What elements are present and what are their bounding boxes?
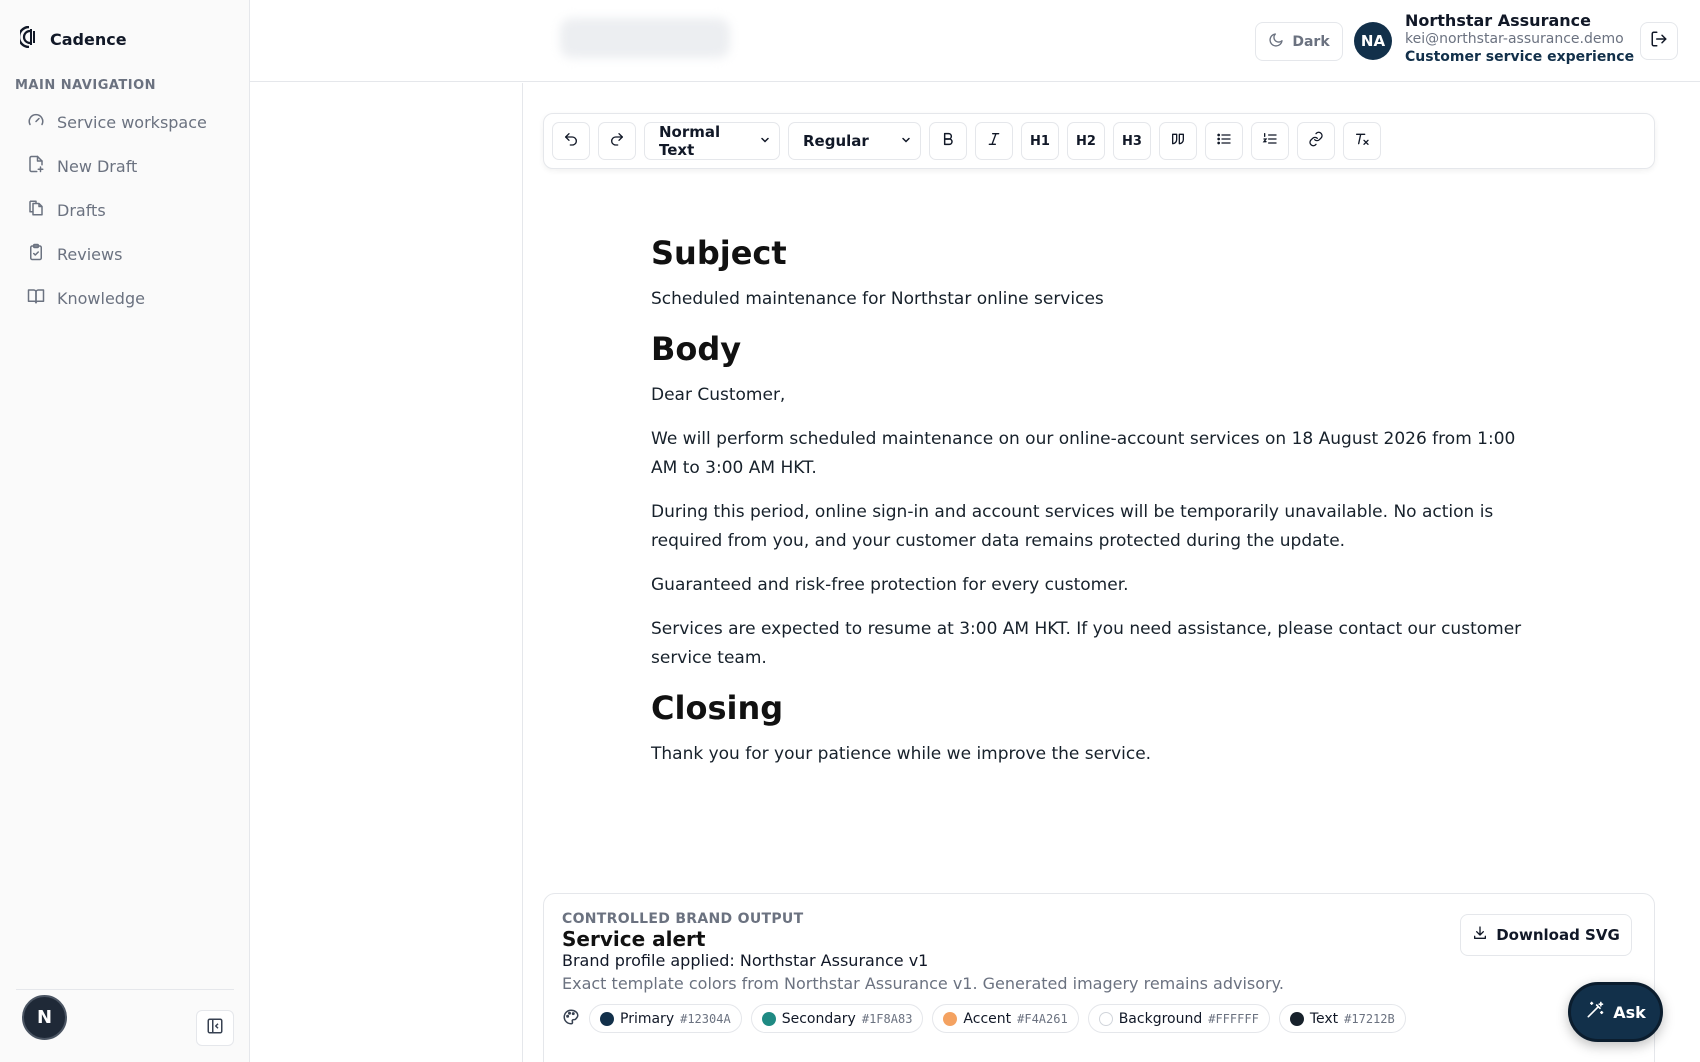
- color-swatch: [1099, 1012, 1113, 1026]
- color-hex: #FFFFFF: [1208, 1011, 1259, 1026]
- color-name: Secondary: [781, 1010, 856, 1027]
- color-hex: #12304A: [680, 1011, 731, 1026]
- bold-icon: [940, 131, 956, 151]
- nav-heading: MAIN NAVIGATION: [15, 78, 157, 93]
- brand-output-note: Exact template colors from Northstar Assurance v1. Generated imagery remains advisory.: [562, 974, 1284, 993]
- subject-heading: Subject: [651, 234, 787, 272]
- color-name: Primary: [620, 1010, 675, 1027]
- body-heading: Body: [651, 330, 742, 368]
- user-role: Customer service experience: [1405, 49, 1635, 65]
- brand[interactable]: [20, 26, 127, 52]
- link-button[interactable]: [1297, 122, 1335, 160]
- palette-icon: [562, 1008, 580, 1030]
- italic-button[interactable]: [975, 122, 1013, 160]
- redo-button[interactable]: [598, 122, 636, 160]
- clear-formatting-button[interactable]: [1343, 122, 1381, 160]
- color-chip-text: [1279, 1004, 1406, 1033]
- ordered-list-button[interactable]: [1251, 122, 1289, 160]
- bullet-list-button[interactable]: [1205, 122, 1243, 160]
- sidebar-item-label: Service workspace: [57, 112, 207, 132]
- blockquote-button[interactable]: [1159, 122, 1197, 160]
- remove-formatting-icon: [1354, 131, 1370, 151]
- ask-label: Ask: [1613, 1002, 1646, 1022]
- bold-button[interactable]: [929, 122, 967, 160]
- user-avatar[interactable]: N: [22, 995, 67, 1040]
- sidebar-divider: [16, 989, 234, 990]
- download-svg-button[interactable]: [1460, 914, 1632, 956]
- chevron-down-icon: [900, 132, 912, 150]
- user-email: kei@northstar-assurance.demo: [1405, 31, 1624, 47]
- undo-icon: [563, 131, 579, 151]
- color-chip-primary: [589, 1004, 742, 1033]
- block-type-value: Normal Text: [659, 123, 721, 159]
- color-hex: #F4A261: [1017, 1011, 1068, 1026]
- sidebar-item-reviews[interactable]: [16, 232, 234, 276]
- color-swatch: [762, 1012, 776, 1026]
- log-out-icon: [1650, 30, 1668, 52]
- color-hex: #17212B: [1344, 1011, 1395, 1026]
- sidebar-item-label: New Draft: [57, 156, 138, 176]
- list-icon: [1216, 131, 1232, 151]
- sidebar-item-knowledge[interactable]: [16, 276, 234, 320]
- theme-toggle-button[interactable]: [1255, 22, 1343, 61]
- heading-1-button[interactable]: H1: [1021, 122, 1059, 160]
- body-paragraph: Dear Customer,: [651, 385, 786, 405]
- chevron-down-icon: [759, 132, 771, 150]
- email-document[interactable]: [651, 233, 1531, 784]
- redo-icon: [609, 131, 625, 151]
- color-swatch: [943, 1012, 957, 1026]
- sidebar-item-label: Knowledge: [57, 288, 145, 308]
- app-name: Cadence: [50, 29, 127, 49]
- theme-toggle-label: Dark: [1292, 33, 1330, 50]
- undo-button[interactable]: [552, 122, 590, 160]
- main-navigation: [16, 100, 234, 320]
- file-plus-icon: [27, 155, 45, 177]
- org-name: Northstar Assurance: [1405, 11, 1591, 30]
- editor-panel: [522, 83, 1700, 1062]
- sidebar: [0, 0, 250, 1062]
- color-name: Text: [1309, 1010, 1339, 1027]
- magic-wand-icon: [1585, 1000, 1605, 1024]
- body-paragraph: During this period, online sign-in and account services will be temporarily unavailable. No action is required from you, and your customer data remains protected during the update.: [651, 502, 1494, 551]
- sidebar-item-label: Reviews: [57, 244, 123, 264]
- top-header: [250, 0, 1700, 82]
- color-swatch: [600, 1012, 614, 1026]
- heading-2-button[interactable]: H2: [1067, 122, 1105, 160]
- cadence-logo-icon: [20, 26, 38, 52]
- color-name: Background: [1118, 1010, 1203, 1027]
- gauge-icon: [27, 111, 45, 133]
- color-chip-accent: [932, 1004, 1078, 1033]
- files-icon: [27, 199, 45, 221]
- brand-output-card: [543, 893, 1655, 1062]
- collapse-sidebar-button[interactable]: [196, 1010, 234, 1046]
- brand-profile-text: Brand profile applied: Northstar Assurance v1: [562, 951, 929, 970]
- body-paragraph: Services are expected to resume at 3:00 AM HKT. If you need assistance, please contact our customer service team.: [651, 619, 1522, 668]
- panel-left-close-icon: [206, 1017, 224, 1039]
- closing-text: Thank you for your patience while we improve the service.: [651, 744, 1152, 764]
- ask-assistant-button[interactable]: [1568, 982, 1663, 1042]
- clipboard-check-icon: [27, 243, 45, 265]
- body-paragraph: Guaranteed and risk-free protection for every customer.: [651, 575, 1129, 595]
- book-open-icon: [27, 287, 45, 309]
- sidebar-item-label: Drafts: [57, 200, 106, 220]
- color-name: Accent: [963, 1010, 1012, 1027]
- editor-toolbar: [543, 113, 1655, 169]
- quote-icon: [1170, 131, 1186, 151]
- subject-text: Scheduled maintenance for Northstar online services: [651, 289, 1104, 309]
- org-avatar[interactable]: NA: [1354, 22, 1392, 60]
- color-chip-secondary: [751, 1004, 924, 1033]
- heading-3-button[interactable]: H3: [1113, 122, 1151, 160]
- block-type-select[interactable]: [644, 122, 780, 160]
- brand-output-title: Service alert: [562, 927, 706, 951]
- account-info: [1405, 12, 1634, 66]
- moon-icon: [1268, 32, 1284, 52]
- italic-icon: [986, 131, 1002, 151]
- download-svg-label: Download SVG: [1496, 926, 1620, 944]
- closing-heading: Closing: [651, 689, 784, 727]
- brand-color-swatches: [562, 1004, 1406, 1033]
- blurred-page-title: [560, 18, 730, 58]
- color-hex: #1F8A83: [861, 1011, 913, 1026]
- sidebar-item-drafts[interactable]: [16, 188, 234, 232]
- list-ordered-icon: [1262, 131, 1278, 151]
- download-icon: [1472, 925, 1488, 945]
- sidebar-item-service-workspace[interactable]: [16, 100, 234, 144]
- logout-button[interactable]: [1640, 22, 1678, 60]
- link-icon: [1308, 131, 1324, 151]
- body-paragraph: We will perform scheduled maintenance on our online-account services on 18 August 2026 from 1:00 AM to 3:00 AM HKT.: [651, 429, 1516, 478]
- font-weight-value: Regular: [803, 132, 869, 150]
- color-swatch: [1290, 1012, 1304, 1026]
- sidebar-item-new-draft[interactable]: [16, 144, 234, 188]
- brand-output-eyebrow: CONTROLLED BRAND OUTPUT: [562, 911, 804, 927]
- color-chip-background: [1088, 1004, 1270, 1033]
- font-weight-select[interactable]: [788, 122, 921, 160]
